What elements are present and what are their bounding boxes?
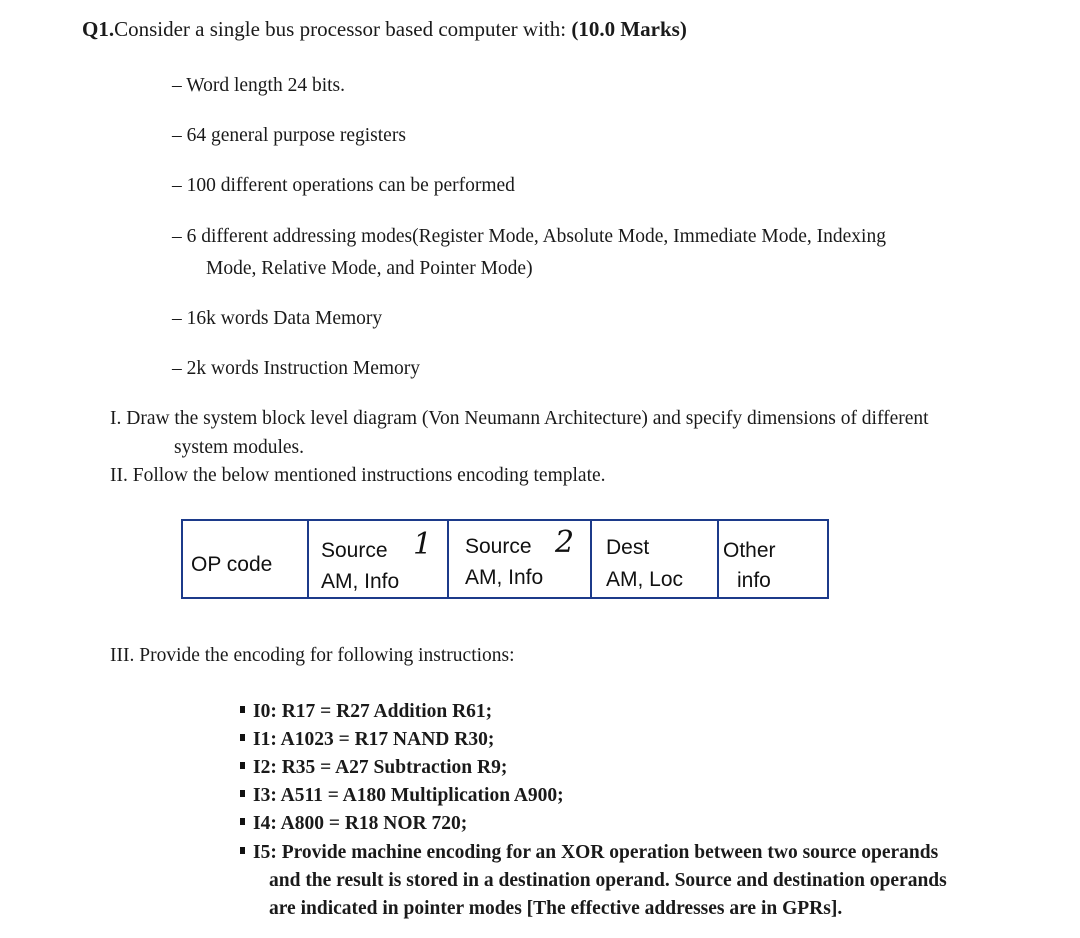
other-sub: info	[737, 569, 771, 592]
part2-text: II. Follow the below mentioned instructions encoding template.	[110, 465, 606, 486]
instruction-i0	[240, 701, 492, 723]
source2-handwritten-number: 2	[555, 525, 575, 560]
bullet-icon	[240, 734, 245, 741]
instruction-i4	[240, 813, 467, 835]
question-marks: (10.0 Marks)	[571, 17, 687, 41]
spec-instruction-memory: – 2k words Instruction Memory	[172, 358, 421, 379]
cell-opcode	[183, 521, 309, 597]
source2-label: Source	[465, 535, 532, 558]
dest-sub: AM, Loc	[606, 568, 684, 591]
bullet-icon	[240, 818, 245, 825]
question-text: Consider a single bus processor based computer with:	[114, 17, 572, 41]
spec-addressing-modes-cont: Mode, Relative Mode, and Pointer Mode)	[206, 258, 533, 279]
source1-sub: AM, Info	[321, 570, 400, 593]
spec-addressing-modes: – 6 different addressing modes(Register Mode, Absolute Mode, Immediate Mode, Indexing	[172, 226, 886, 247]
spec-registers: – 64 general purpose registers	[172, 125, 406, 146]
bullet-icon	[240, 847, 245, 854]
dest-label: Dest	[606, 536, 650, 559]
instruction-text: I0: R17 = R27 Addition R61;	[253, 701, 493, 722]
instruction-i5	[240, 842, 938, 864]
opcode-label: OP code	[191, 553, 273, 576]
encoding-template-table	[181, 519, 829, 599]
spec-word-length: – Word length 24 bits.	[172, 75, 346, 96]
cell-dest	[592, 521, 719, 597]
source1-handwritten-number: 1	[413, 527, 433, 562]
spec-operations: – 100 different operations can be performed	[172, 175, 515, 196]
instruction-i1	[240, 729, 494, 751]
other-label: Other	[723, 539, 776, 562]
instruction-text: I3: A511 = A180 Multiplication A900;	[253, 785, 564, 806]
bullet-icon	[240, 706, 245, 713]
instruction-text: I5: Provide machine encoding for an XOR operation between two source operands	[253, 842, 939, 863]
instruction-i5-cont2: are indicated in pointer modes [The effective addresses are in GPRs].	[269, 898, 843, 919]
part1-line1: I. Draw the system block level diagram (Von Neumann Architecture) and specify dimensions of different	[110, 408, 929, 429]
part1-line2: system modules.	[174, 437, 304, 458]
question-number: Q1.	[82, 17, 115, 41]
source2-sub: AM, Info	[465, 566, 544, 589]
cell-source1	[309, 521, 449, 597]
instruction-text: I4: A800 = R18 NOR 720;	[253, 813, 468, 834]
cell-other	[719, 521, 827, 597]
part3-text: III. Provide the encoding for following instructions:	[110, 645, 515, 666]
bullet-icon	[240, 790, 245, 797]
instruction-i3	[240, 785, 564, 807]
instruction-i2	[240, 757, 507, 779]
cell-source2	[449, 521, 592, 597]
source1-label: Source	[321, 539, 388, 562]
bullet-icon	[240, 762, 245, 769]
instruction-i5-cont1: and the result is stored in a destination operand. Source and destination operands	[269, 870, 947, 891]
instruction-text: I2: R35 = A27 Subtraction R9;	[253, 757, 508, 778]
instruction-text: I1: A1023 = R17 NAND R30;	[253, 729, 495, 750]
question-title	[82, 17, 687, 42]
spec-data-memory: – 16k words Data Memory	[172, 308, 383, 329]
